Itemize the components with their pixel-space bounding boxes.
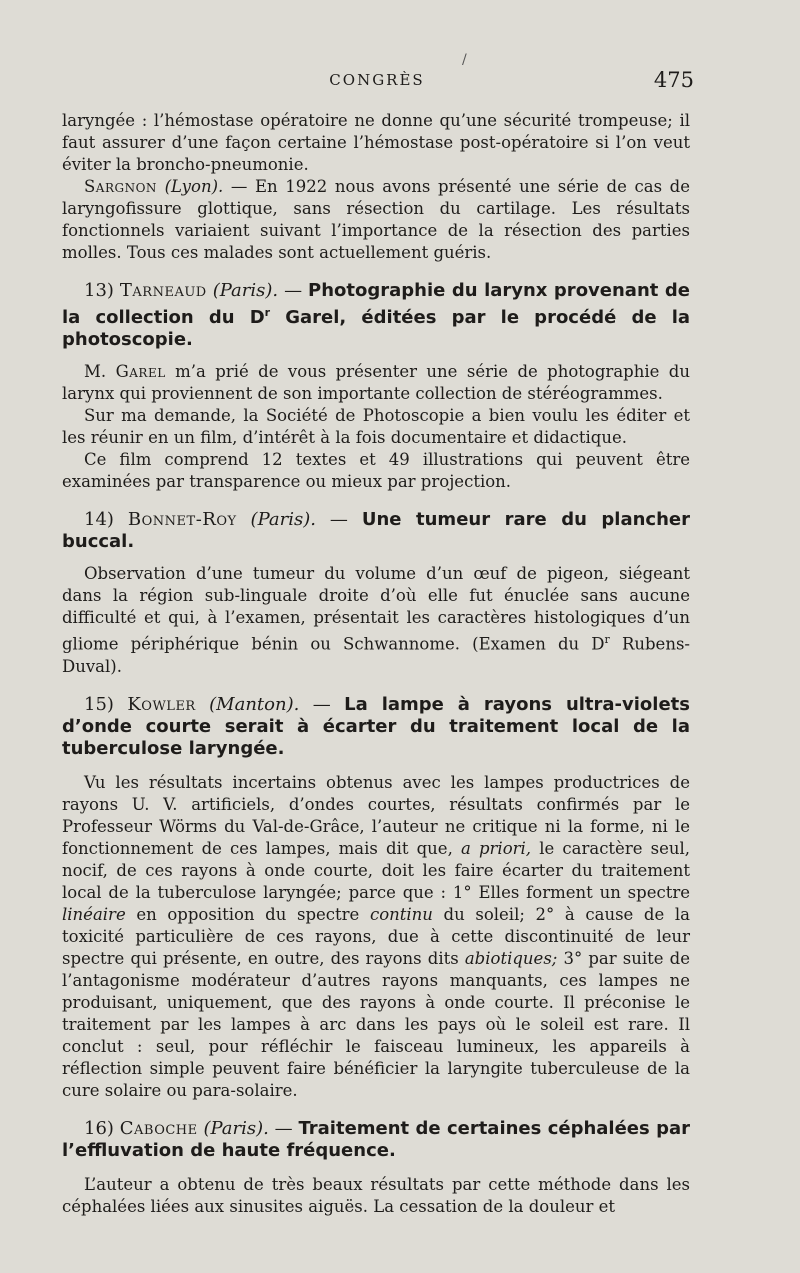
emphasis: a priori, bbox=[460, 838, 532, 858]
author-city: (Paris). bbox=[250, 509, 316, 530]
section-14-heading bbox=[62, 509, 690, 553]
section-title: Traitement de certaines céphalées par l’effluvation de haute fréquence. bbox=[62, 1117, 690, 1161]
author-city: (Manton). bbox=[209, 693, 300, 715]
paragraph-text: m’a prié de vous présenter une série de photographie du larynx qui proviennent de son importante collection de stéréogrammes. bbox=[62, 362, 690, 403]
section-13-heading bbox=[62, 280, 690, 351]
section-number: 13) bbox=[84, 280, 114, 301]
author-city: (Paris). bbox=[212, 280, 279, 301]
section-15-heading bbox=[62, 694, 690, 760]
page-number: 475 bbox=[653, 68, 694, 92]
dash: — bbox=[299, 693, 345, 715]
paragraph-text: en opposition du spectre bbox=[125, 904, 370, 924]
dash: — bbox=[268, 1117, 299, 1139]
page-header bbox=[60, 60, 694, 100]
author-city: (Lyon). bbox=[164, 177, 224, 196]
section-title-part: Garel, éditées par le procédé de la photoscopie. bbox=[62, 307, 691, 350]
section-15-paragraph-1 bbox=[62, 772, 690, 1102]
margin-mark: / bbox=[462, 52, 467, 68]
author-name: Sargnon bbox=[84, 177, 157, 196]
dash: — bbox=[315, 509, 362, 530]
dash: — bbox=[278, 280, 309, 301]
paragraph-text: Observation d’une tumeur du volume d’un œuf de pigeon, siégeant dans la région sub-linguale droite d’où elle fut énuclée sans aucune difficulté et qui, à l’examen, présentait les caractères histologiques d’un gliome périphérique bénin ou Schwannome. (Examen du D bbox=[62, 564, 690, 654]
paragraph-text: — En 1922 nous avons présenté une série de cas de laryngofissure glottique, sans résection du cartilage. Les résultats fonctionnels variaient suivant l’importance de la résection des parties molles. Tous ces malades sont actuellement guéris. bbox=[62, 177, 691, 262]
intro-paragraph: laryngée : l’hémostase opératoire ne donne qu’une sécurité trompeuse; il faut assurer d’une façon certaine l’hémostase post-opératoire si l’on veut éviter la broncho-pneumonie. bbox=[62, 111, 690, 174]
section-13-paragraph-2: Sur ma demande, la Société de Photoscopie a bien voulu les éditer et les réunir en un film, d’intérêt à la fois documentaire et didactique. bbox=[62, 406, 690, 447]
paragraph-text: Rubens-Duval). bbox=[62, 634, 690, 676]
section-13-paragraph-1 bbox=[62, 361, 690, 405]
section-number: 16) bbox=[84, 1117, 114, 1139]
page-body bbox=[62, 110, 690, 1218]
author-name: Tarneaud bbox=[119, 280, 207, 301]
running-title: CONGRÈS bbox=[329, 71, 425, 89]
emphasis: continu bbox=[369, 904, 433, 924]
paragraph-text: le caractère seul, nocif, de ces rayons à onde courte, doit les faire écarter du traitement local de la tuberculose laryngée; parce que : 1° Elles forment un spectre bbox=[62, 838, 691, 902]
section-number: 14) bbox=[84, 509, 114, 530]
author-name: Bonnet-Roy bbox=[127, 509, 237, 530]
paragraph-text: Vu les résultats incertains obtenus avec les lampes productrices de rayons U. V. artificiels, d’ondes courtes, résultats confirmés par le Professeur Wörms du Val-de-Grâce, l’auteur ne critique ni la forme, ni le fonctionnement de ces lampes, mais dit que, bbox=[62, 772, 690, 858]
section-title: La lampe à rayons ultra-violets d’onde courte serait à écarter du traitement local de la tuberculose laryngée. bbox=[62, 693, 690, 759]
section-number: 15) bbox=[84, 693, 114, 715]
person-name: Garel bbox=[115, 362, 166, 381]
paragraph-text: M. bbox=[84, 362, 116, 381]
emphasis: abiotiques; bbox=[464, 948, 558, 968]
paragraph-text: du soleil; 2° à cause de la toxicité particulière de ces rayons, due à cette discontinuité de leur spectre qui présente, en outre, des rayons dits bbox=[62, 904, 690, 968]
author-name: Caboche bbox=[119, 1117, 198, 1139]
sargnon-paragraph bbox=[62, 176, 690, 264]
section-16-heading bbox=[62, 1118, 690, 1162]
author-city: (Paris). bbox=[203, 1117, 269, 1139]
paragraph-text: 3° par suite de l’antagonisme modérateur d’autres rayons manquants, ces lampes ne produisant, uniquement, que des rayons à onde courte. Il préconise le traitement par les lampes à arc dans les pays où le soleil est rare. Il conclut : seul, pour réfléchir le faisceau lumineux, les appareils à réflection simple peuvent faire bénéficier la laryngite tuberculeuse de la cure solaire ou para-solaire. bbox=[62, 948, 690, 1100]
section-16-paragraph-1: L’auteur a obtenu de très beaux résultats par cette méthode dans les céphalées liées aux sinusites aiguës. La cessation de la douleur et bbox=[62, 1174, 690, 1216]
superscript: r bbox=[604, 633, 610, 646]
superscript: r bbox=[264, 306, 271, 319]
section-title-part: Photographie du larynx provenant de la collection du D bbox=[62, 280, 690, 328]
section-13-paragraph-3: Ce film comprend 12 textes et 49 illustrations qui peuvent être examinées par transparence ou mieux par projection. bbox=[62, 450, 690, 491]
section-14-paragraph-1 bbox=[62, 563, 690, 678]
author-name: Kowler bbox=[127, 693, 196, 715]
section-title: Une tumeur rare du plancher buccal. bbox=[62, 509, 690, 552]
emphasis: linéaire bbox=[62, 904, 126, 924]
